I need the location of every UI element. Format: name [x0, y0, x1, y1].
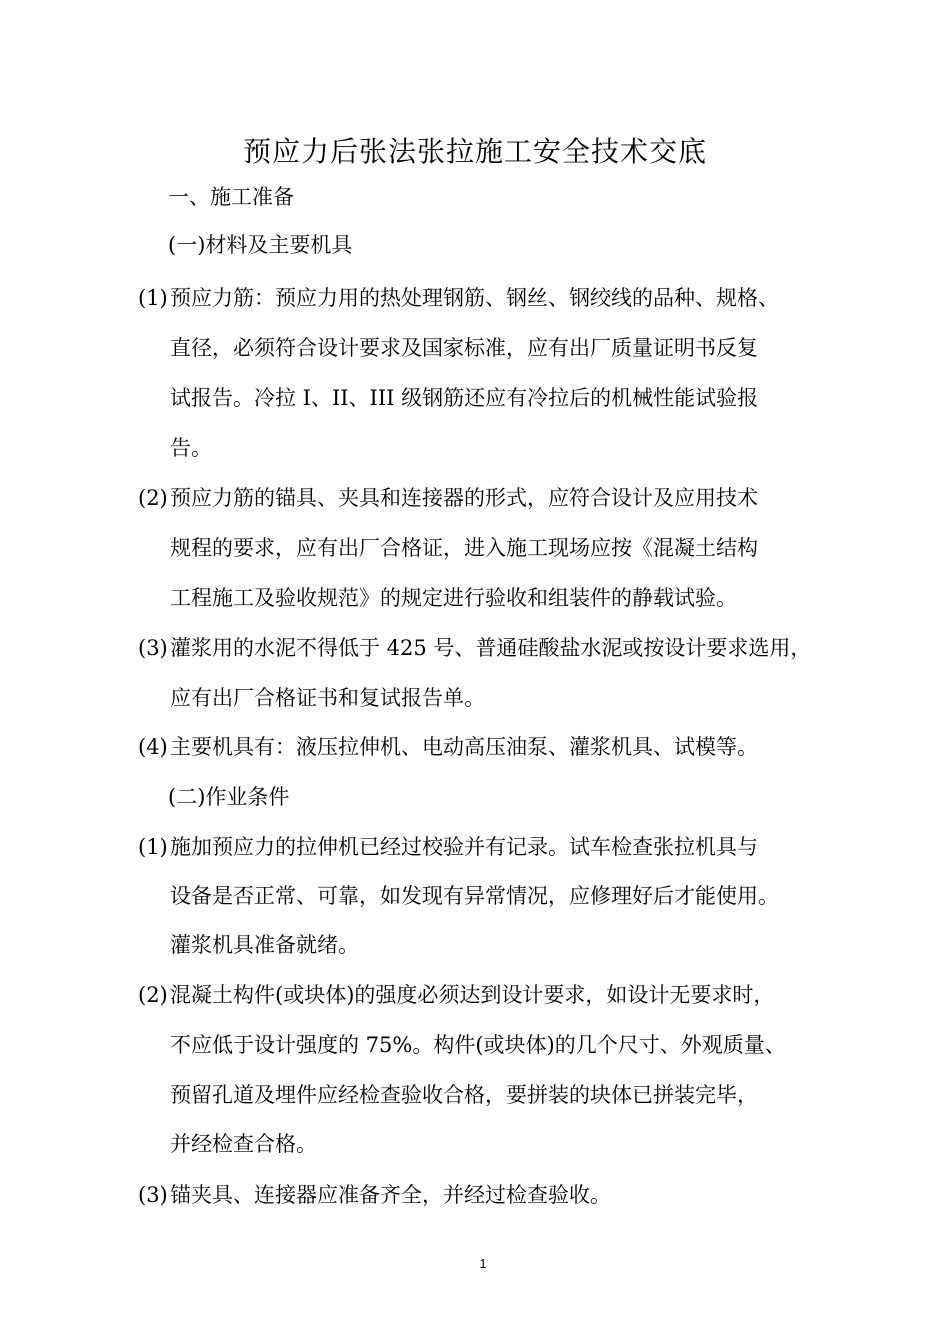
subsection-heading-conditions: (二)作业条件 [168, 785, 290, 809]
item-line: 直径，必须符合设计要求及国家标准，应有出厂质量证明书反复 [170, 336, 758, 360]
document-title: 预应力后张法张拉施工安全技术交底 [242, 135, 707, 168]
item-line: 预应力筋：预应力用的热处理钢筋、钢丝、钢绞线的品种、规格、 [170, 286, 779, 310]
item-line: 工程施工及验收规范》的规定进行验收和组装件的静载试验。 [170, 586, 737, 610]
item-line: 应有出厂合格证书和复试报告单。 [170, 686, 485, 710]
item-line: 预应力筋的锚具、夹具和连接器的形式，应符合设计及应用技术 [170, 486, 758, 510]
item-line: 锚夹具、连接器应准备齐全，并经过检查验收。 [170, 1183, 611, 1207]
item-number: (3) [138, 1183, 168, 1207]
section-heading: 一、施工准备 [168, 185, 294, 209]
item-number: (3) [138, 636, 168, 660]
item-line: 主要机具有：液压拉伸机、电动高压油泵、灌浆机具、试模等。 [170, 735, 758, 759]
item-number: (1) [138, 835, 168, 859]
item-number: (2) [138, 486, 168, 510]
page-number: 1 [479, 1256, 487, 1271]
item-line: 规程的要求，应有出厂合格证，进入施工现场应按《混凝土结构 [170, 536, 758, 560]
item-line: 灌浆机具准备就绪。 [170, 933, 359, 957]
item-line: 施加预应力的拉伸机已经过校验并有记录。试车检查张拉机具与 [170, 835, 758, 859]
item-line: 混凝土构件(或块体)的强度必须达到设计要求，如设计无要求时， [170, 983, 775, 1007]
item-line: 设备是否正常、可靠，如发现有异常情况，应修理好后才能使用。 [170, 884, 779, 908]
item-line: 试报告。冷拉 I、II、III 级钢筋还应有冷拉后的机械性能试验报 [170, 386, 759, 410]
item-line: 不应低于设计强度的 75%。构件(或块体)的几个尺寸、外观质量、 [170, 1033, 786, 1057]
item-line: 灌浆用的水泥不得低于 425 号、普通硅酸盐水泥或按设计要求选用， [170, 636, 812, 660]
item-line: 告。 [170, 436, 212, 460]
item-number: (4) [138, 735, 168, 759]
item-line: 预留孔道及埋件应经检查验收合格，要拼装的块体已拼装完毕， [170, 1083, 758, 1107]
item-number: (1) [138, 286, 168, 310]
item-line: 并经检查合格。 [170, 1132, 317, 1156]
subsection-heading-materials: (一)材料及主要机具 [168, 233, 353, 257]
item-number: (2) [138, 983, 168, 1007]
